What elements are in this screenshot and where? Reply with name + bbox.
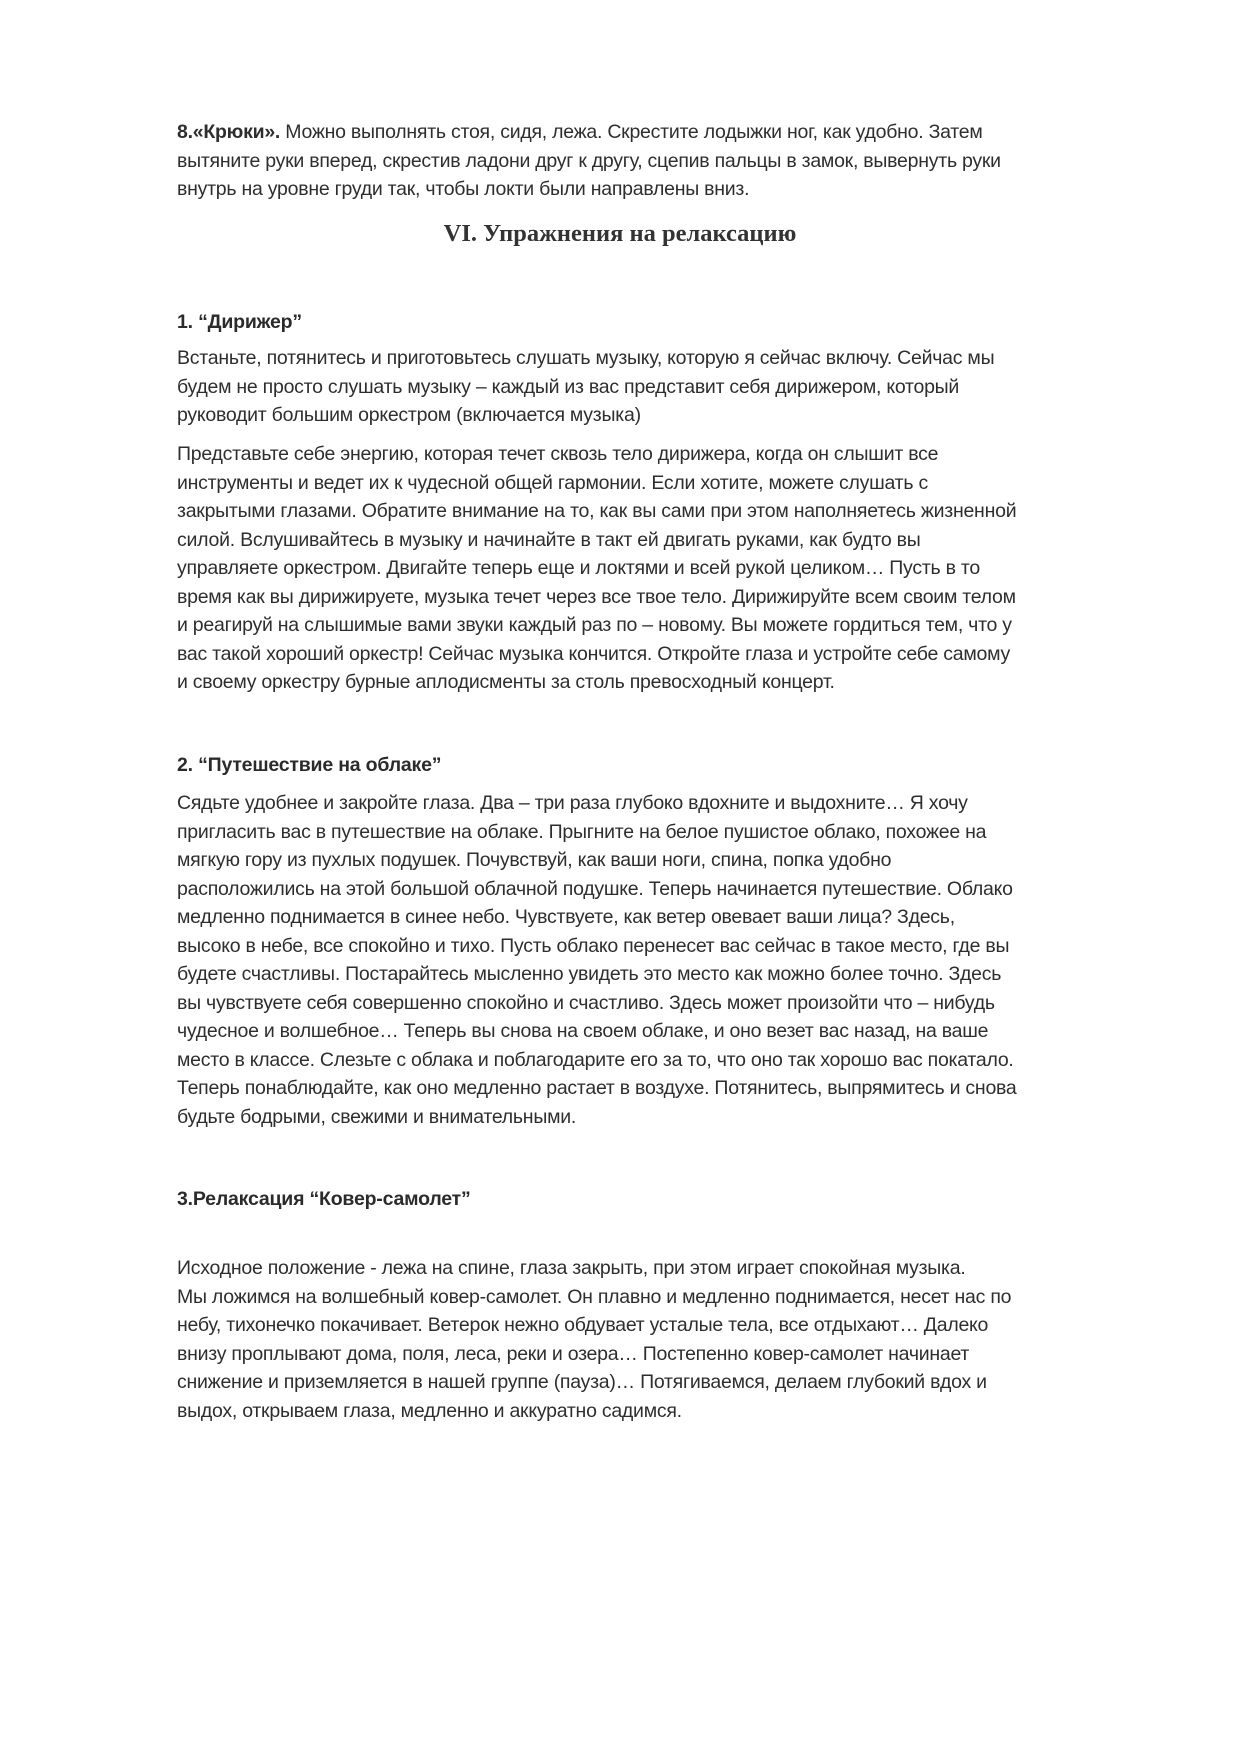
- exercise-1-paragraph-2: Представьте себе энергию, которая течет сквозь тело дирижера, когда он слышит все инструменты и ведет их к чудесной общей гармонии. Если хотите, можете слушать с закрытыми глазами. Обратите внимание на то, как вы сами при этом наполняетесь жизненной силой. Вслушивайтесь в музыку и начинайте в такт ей двигать руками, как будто вы управляете оркестром. Двигайте теперь еще и локтями и всей рукой целиком… Пусть в то время как вы дирижируете, музыка течет через все твое тело. Дирижируйте всем своим телом и реагируй на слышимые вами звуки каждый раз по – новому. Вы можете гордиться тем, что у вас такой хороший оркестр! Сейчас музыка кончится. Откройте глаза и устройте себе самому и своему оркестру бурные аплодисменты за столь превосходный концерт.: [177, 443, 1017, 693]
- exercise-2-paragraph-1: Сядьте удобнее и закройте глаза. Два – три раза глубоко вдохните и выдохните… Я хочу пригласить вас в путешествие на облаке. Прыгните на белое пушистое облако, похожее на мягкую гору из пухлых подушек. Почувствуй, как ваши ноги, спина, попка удобно расположились на этой большой облачной подушке. Теперь начинается путешествие. Облако медленно поднимается в синее небо. Чувствуете, как ветер овевает ваши лица? Здесь, высоко в небе, все спокойно и тихо. Пусть облако перенесет вас сейчас в такое место, где вы будете счастливы. Постарайтесь мысленно увидеть это место как можно более точно. Здесь вы чувствуете себя совершенно спокойно и счастливо. Здесь может произойти что – нибудь чудесное и волшебное… Теперь вы снова на своем облаке, и оно везет вас назад, на ваше место в классе. Слезьте с облака и поблагодарите его за то, что оно так хорошо вас покатало. Теперь понаблюдайте, как оно медленно растает в воздухе. Потянитесь, выпрямитесь и снова будьте бодрыми, свежими и внимательными.: [177, 792, 1017, 1128]
- intro-paragraph: 8.«Крюки». Можно выполнять стоя, сидя, лежа. Скрестите лодыжки ног, как удобно. Затем вытяните руки вперед, скрестив ладони друг к другу, сцепив пальцы в замок, вывернуть руки внутрь на уровне груди так, чтобы локти были направлены вниз.: [177, 121, 1001, 200]
- exercise-3-title: 3.Релаксация “Ковер-самолет”: [177, 1188, 471, 1210]
- section-title: VI. Упражнения на релаксацию: [443, 220, 797, 247]
- exercise-1-paragraph-1: Встаньте, потянитесь и приготовьтесь слушать музыку, которую я сейчас включу. Сейчас мы будем не просто слушать музыку – каждый из вас представит себя дирижером, который руководит большим оркестром (включается музыка): [177, 347, 995, 426]
- exercise-3-paragraph-1: Исходное положение - лежа на спине, глаза закрыть, при этом играет спокойная музыка. Мы ложимся на волшебный ковер-самолет. Он плавно и медленно поднимается, несет нас по небу, тихонечко покачивает. Ветерок нежно обдувает усталые тела, все отдыхают… Далеко внизу проплывают дома, поля, леса, реки и озера… Постепенно ковер-самолет начинает снижение и приземляется в нашей группе (пауза)… Потягиваемся, делаем глубокий вдох и выдох, открываем глаза, медленно и аккуратно садимся.: [177, 1257, 1012, 1422]
- exercise-2-title: 2. “Путешествие на облаке”: [177, 754, 442, 776]
- intro-item-label: 8.«Крюки».: [177, 121, 281, 143]
- exercise-1-title: 1. “Дирижер”: [177, 311, 302, 333]
